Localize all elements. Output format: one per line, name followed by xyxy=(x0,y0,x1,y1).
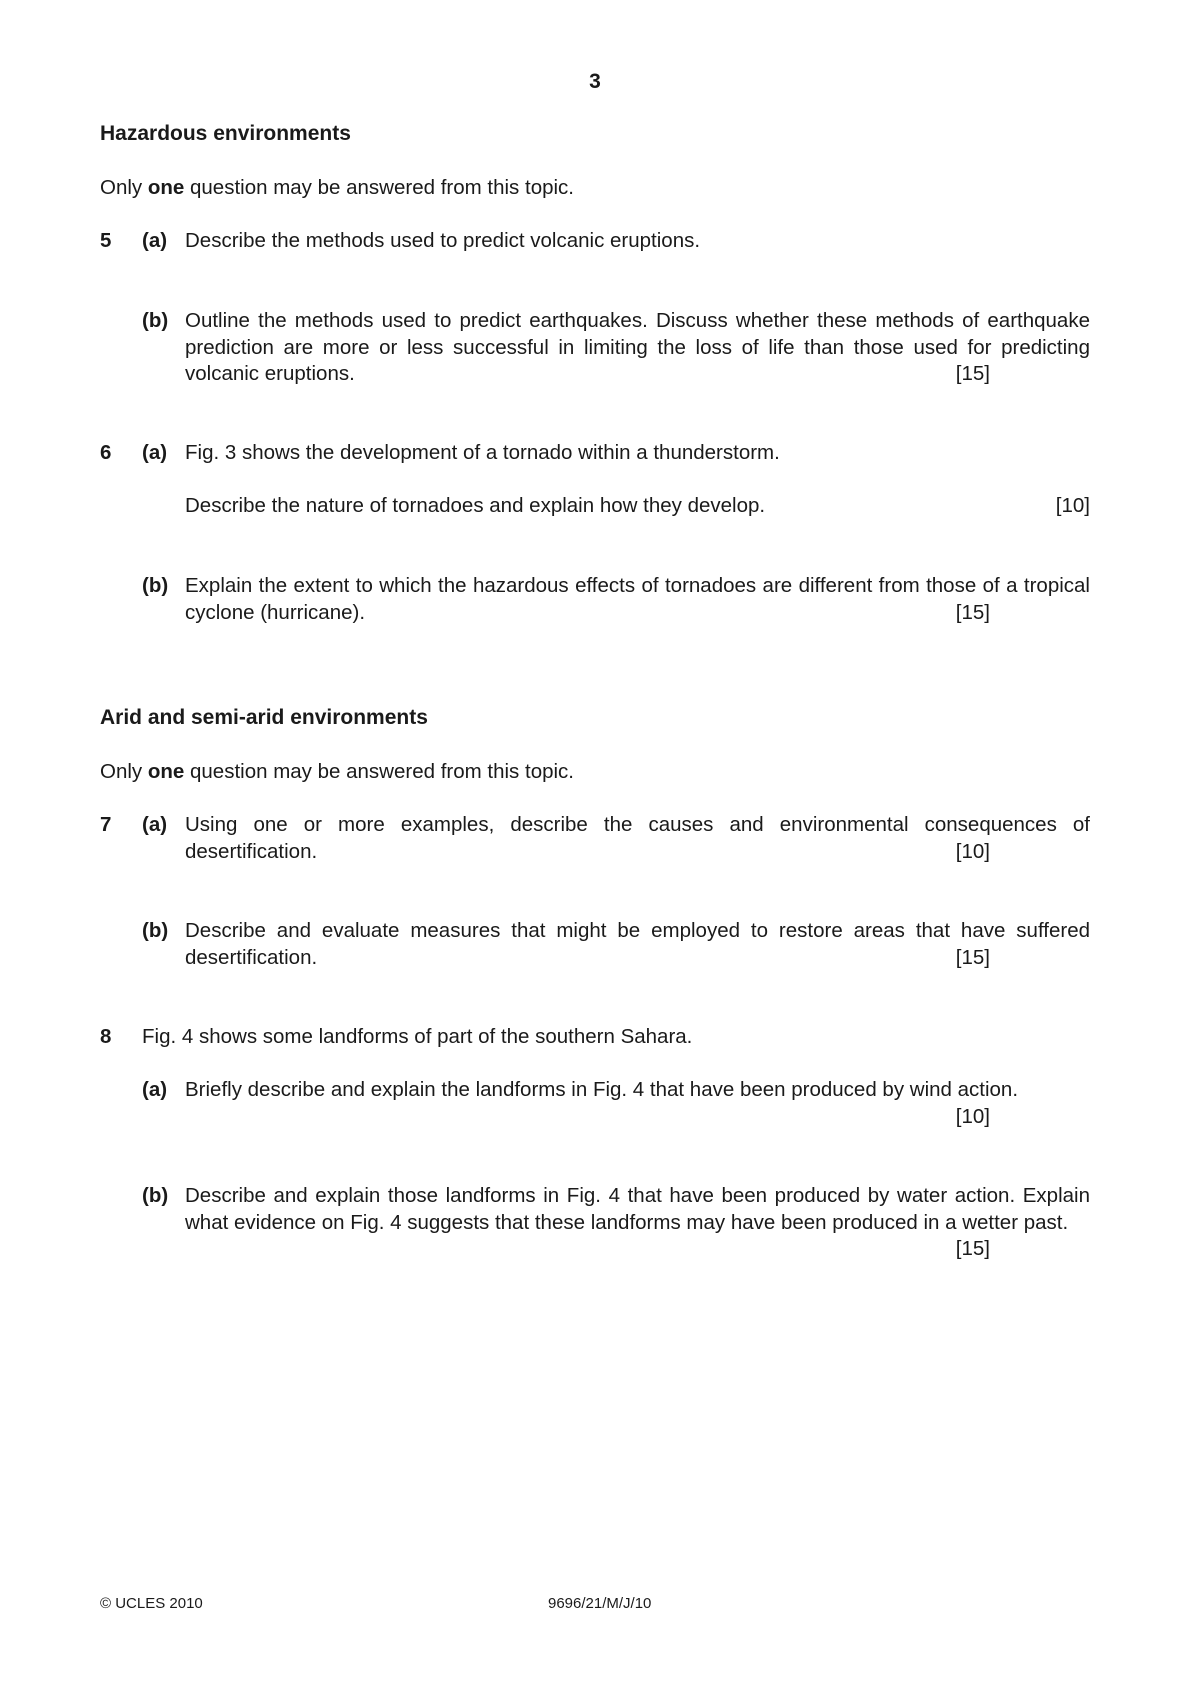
section-instruction-hazardous: Only one question may be answered from this topic. xyxy=(100,176,575,199)
question-6b-label: (b) xyxy=(142,574,169,597)
question-6b-mark: [15] xyxy=(955,600,990,624)
question-6a-label: (a) xyxy=(142,441,168,464)
question-7a-label: (a) xyxy=(142,813,168,836)
question-8b-label: (b) xyxy=(142,1184,169,1207)
question-5a-label: (a) xyxy=(142,229,168,252)
question-5-number: 5 xyxy=(100,229,112,252)
question-6a-task: Describe the nature of tornadoes and explain how they develop. xyxy=(185,494,766,517)
question-5b-mark: [15] xyxy=(955,362,990,385)
question-6b-text: Explain the extent to which the hazardous effects of tornadoes are different from those of a tropical cyclone (hurricane). [15] xyxy=(185,573,1090,627)
question-7b-label: (b) xyxy=(142,919,169,942)
question-7a-text: Using one or more examples, describe the causes and environmental consequences of desertification. [10] xyxy=(185,812,1090,866)
question-8b-text: Describe and explain those landforms in Fig. 4 that have been produced by water action. Explain what evidence on Fig. 4 suggests that these landforms may have been produced in a wetter past. [15] xyxy=(185,1183,1090,1263)
footer-copyright: © UCLES 2010 xyxy=(100,1595,203,1612)
question-7-number: 7 xyxy=(100,813,112,836)
section-heading-arid: Arid and semi-arid environments xyxy=(100,706,428,729)
footer-paper-code: 9696/21/M/J/10 xyxy=(548,1595,652,1612)
question-8-number: 8 xyxy=(100,1025,112,1048)
question-6a-mark: [10] xyxy=(1055,494,1090,517)
question-8-intro: Fig. 4 shows some landforms of part of the southern Sahara. xyxy=(142,1025,693,1048)
question-8a-label: (a) xyxy=(142,1078,168,1101)
question-5b-label: (b) xyxy=(142,309,169,332)
question-5a-text: Describe the methods used to predict volcanic eruptions. xyxy=(185,229,701,252)
question-8a-mark: [10] xyxy=(955,1104,990,1128)
question-6-number: 6 xyxy=(100,441,112,464)
question-8a-text: Briefly describe and explain the landforms in Fig. 4 that have been produced by wind action. [10] xyxy=(185,1077,1090,1131)
question-8b-mark: [15] xyxy=(955,1237,990,1260)
question-7a-mark: [10] xyxy=(955,839,990,863)
section-heading-hazardous: Hazardous environments xyxy=(100,122,351,145)
question-7b-text: Describe and evaluate measures that might be employed to restore areas that have suffered desertification. [15] xyxy=(185,918,1090,972)
page-number: 3 xyxy=(589,70,601,93)
section-instruction-arid: Only one question may be answered from this topic. xyxy=(100,760,575,783)
question-5b-text: Outline the methods used to predict earthquakes. Discuss whether these methods of earthquake prediction are more or less successful in limiting the loss of life than those used for predicting volcanic eruptions. [15] xyxy=(185,308,1090,388)
question-6a-text: Fig. 3 shows the development of a tornado within a thunderstorm. xyxy=(185,441,780,464)
question-7b-mark: [15] xyxy=(955,945,990,969)
